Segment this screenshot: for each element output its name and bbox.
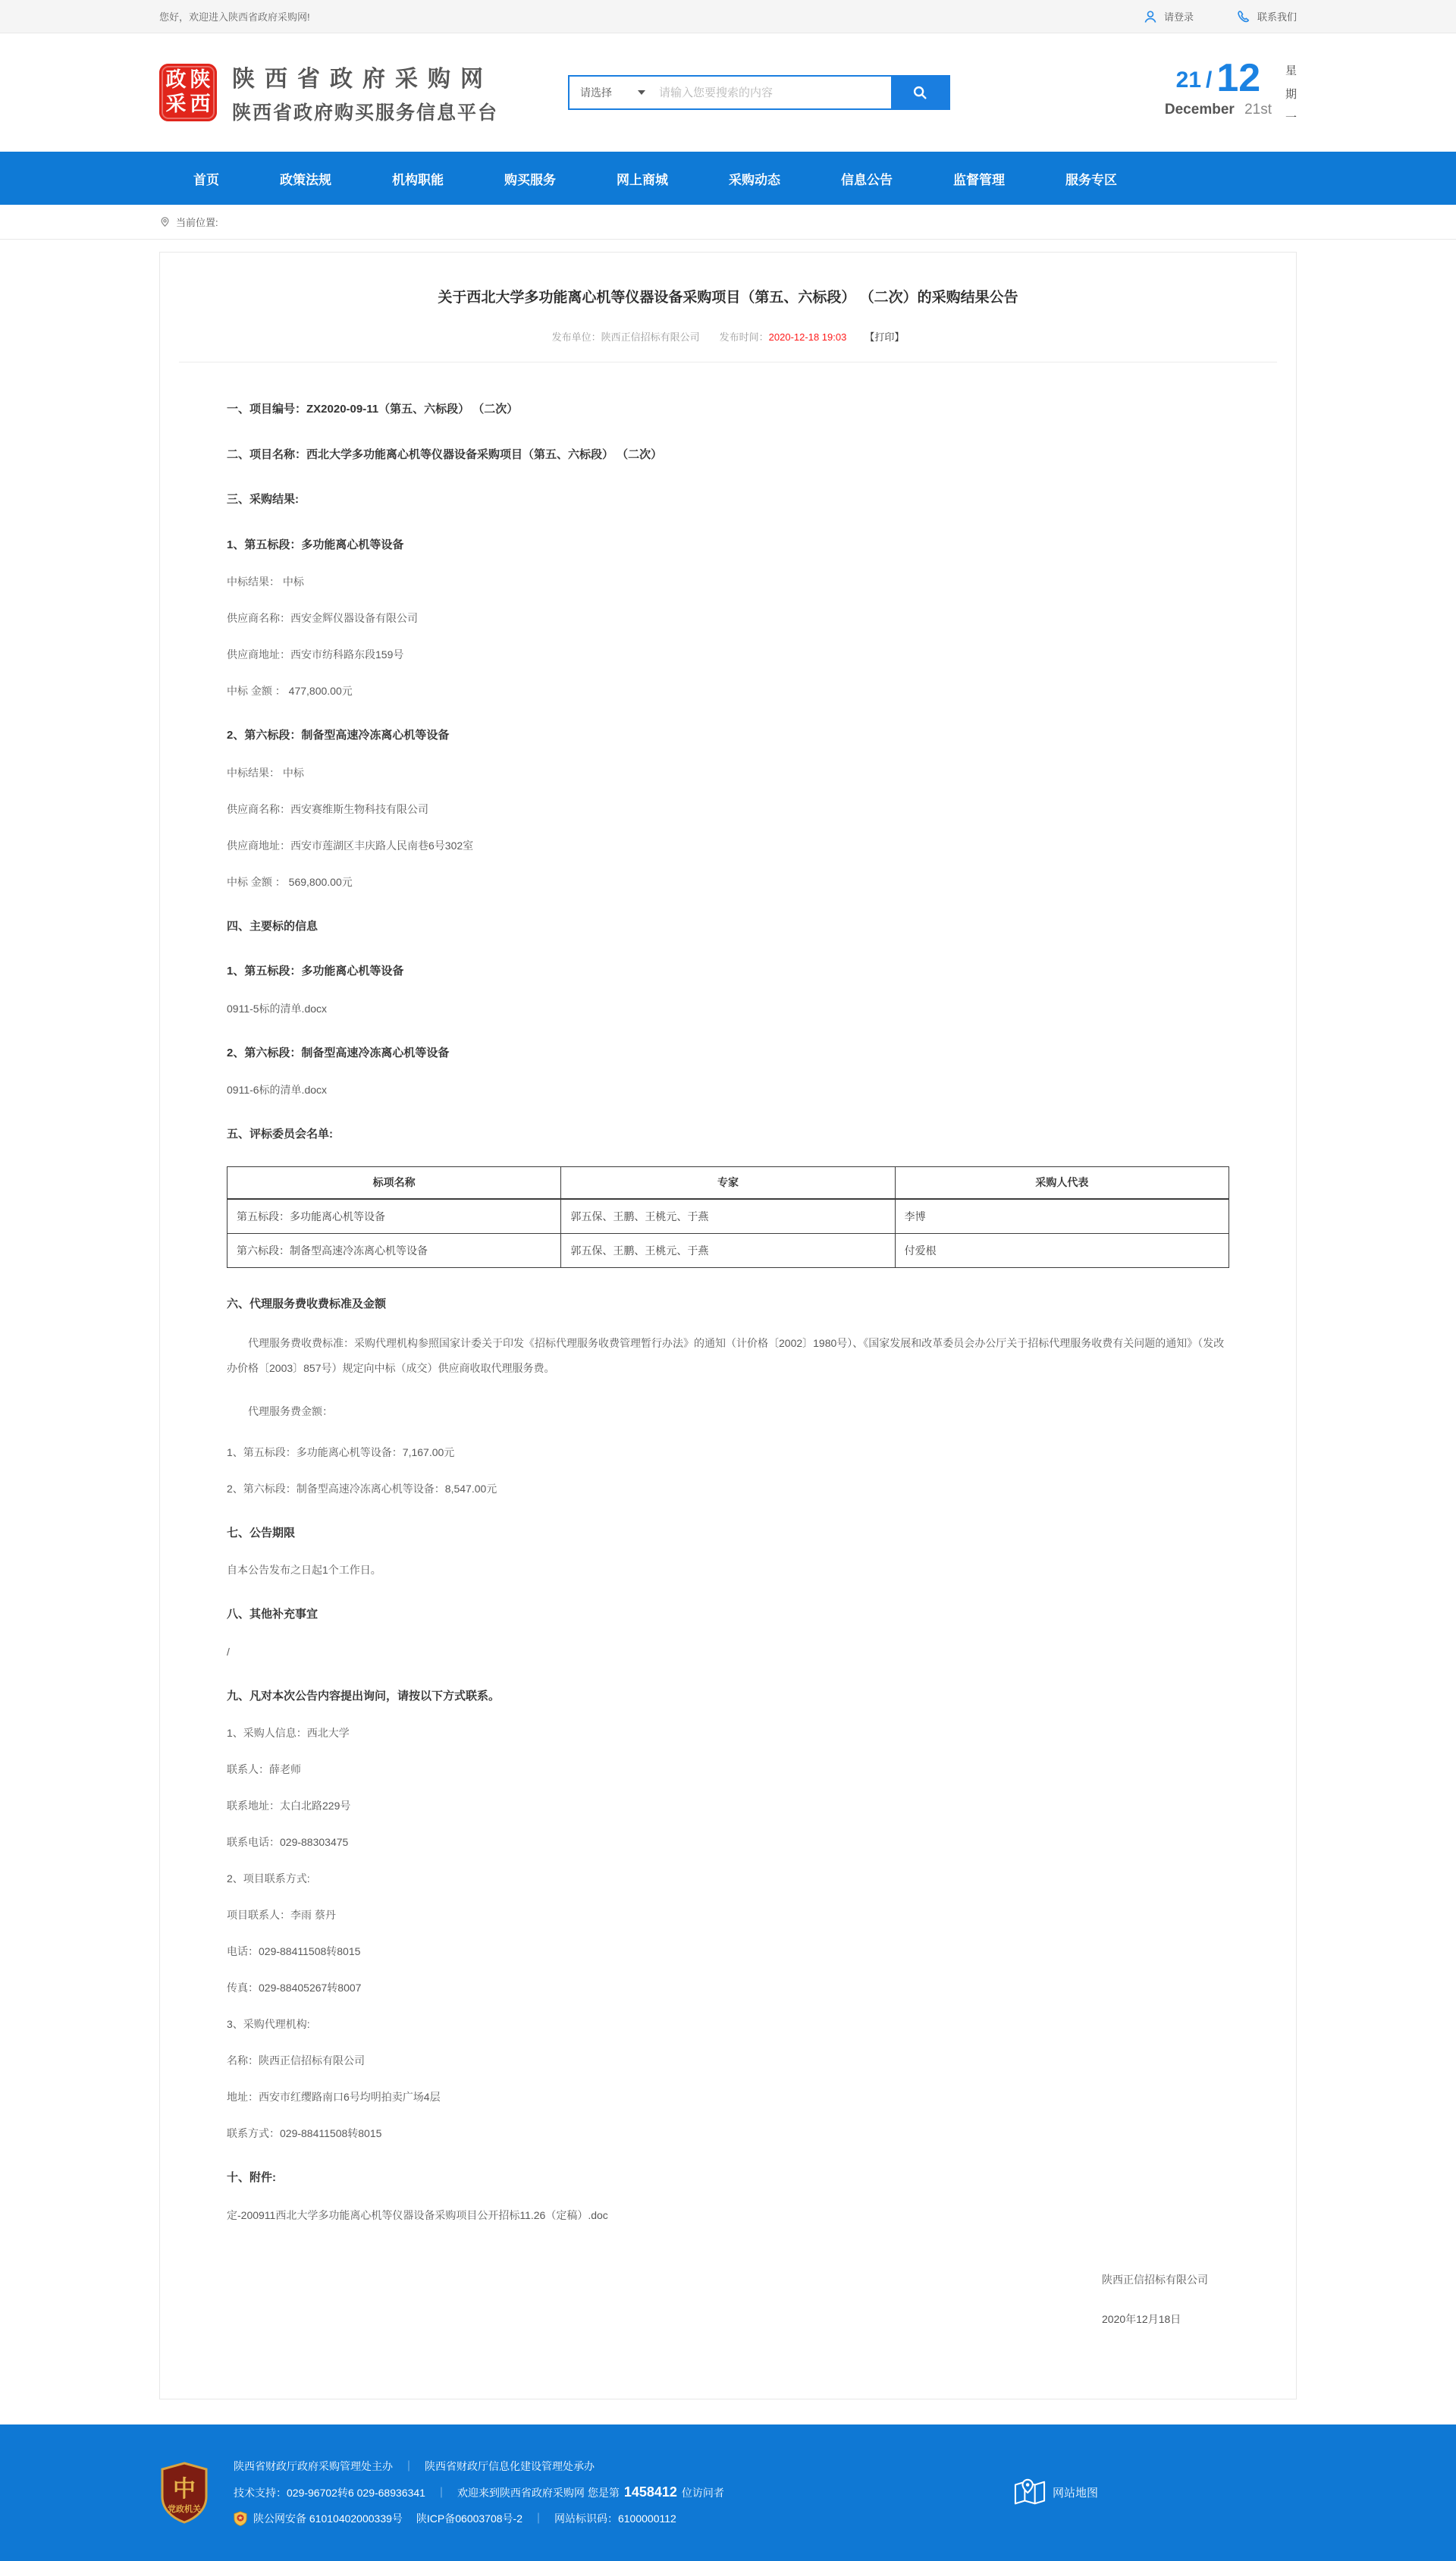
nav-item-service-zone[interactable]: 服务专区: [1065, 172, 1117, 187]
footer: [0, 2424, 1456, 2561]
nav-item-purchase-services[interactable]: 购买服务: [504, 172, 556, 187]
footer-separator: ｜: [403, 2460, 414, 2473]
footer-line-1: [234, 2459, 724, 2474]
section-heading: 九、凡对本次公告内容提出询问，请按以下方式联系。: [227, 1689, 500, 1703]
body-line: 中标 金额 ： 569,800.00元: [227, 875, 353, 888]
cell-lot-name: 第五标段：多功能离心机等设备: [228, 1199, 561, 1233]
body-line: 供应商名称：西安赛维斯生物科技有限公司: [227, 802, 428, 815]
body-line: 中标结果： 中标: [227, 766, 304, 779]
nav-item-functions[interactable]: 机构职能: [392, 172, 444, 187]
table-row: [228, 1233, 1229, 1267]
publisher: 发布单位：陕西正信招标有限公司: [551, 331, 700, 343]
col-header-experts: 专家: [561, 1166, 895, 1199]
article-meta: [160, 329, 1296, 344]
icp-beian[interactable]: 陕ICP备06003708号-2: [416, 2512, 522, 2525]
article-body: [160, 362, 1296, 2327]
body-line: 供应商地址：西安市纺科路东段159号: [227, 648, 404, 661]
contact-label: 联系我们: [1257, 11, 1297, 23]
footer-tech-support: 技术支持：029-96702转6 029-68936341: [234, 2486, 425, 2499]
body-line: 电话：029-88411508转8015: [227, 1945, 361, 1958]
body-line: 联系地址：太白北路229号: [227, 1800, 351, 1812]
table-header-row: [228, 1166, 1229, 1199]
logo-char: 采: [165, 93, 187, 116]
sitemap-label: 网站地图: [1052, 2487, 1098, 2500]
body-line: 中标结果： 中标: [227, 576, 304, 588]
section-heading: 三、采购结果:: [227, 493, 299, 506]
body-line: 1、采购人信息：西北大学: [227, 1727, 350, 1740]
cell-buyer-rep: 李博: [895, 1199, 1228, 1233]
login-label: 请登录: [1163, 11, 1194, 23]
search-box: [568, 75, 950, 110]
search-input[interactable]: [654, 77, 891, 108]
visitor-count: 1458412: [623, 2484, 677, 2500]
section-heading: 五、评标委员会名单:: [227, 1128, 333, 1141]
footer-separator: ｜: [435, 2486, 447, 2499]
police-badge-icon: [234, 2511, 247, 2526]
body-line: 联系人：薛老师: [227, 1763, 301, 1776]
date-month-name: December: [1164, 102, 1235, 118]
attachment-file[interactable]: 定-200911西北大学多功能离心机等仪器设备采购项目公开招标11.26（定稿）.doc: [227, 2208, 608, 2221]
publish-time: 2020-12-18 19:03: [768, 331, 847, 343]
date-month: 12: [1216, 55, 1261, 100]
body-paragraph: 代理服务费收费标准：采购代理机构参照国家计委关于印发《招标代理服务收费管理暂行办法》的通知（计价格〔2002〕1980号）、《国家发展和改革委员会办公厅关于招标代理服务收费有关问题的通知》（发改办价格〔2003〕857号）规定向中标（成交）供应商收取代理服务费。: [227, 1337, 1225, 1374]
footer-line-2: [234, 2484, 724, 2500]
signature-block: [227, 2272, 1229, 2327]
body-line: 传真：029-88405267转8007: [227, 1982, 362, 1995]
committee-table: [227, 1166, 1229, 1268]
site-title: 陕西省政府采购网: [232, 67, 493, 92]
attachment-file[interactable]: 0911-6标的清单.docx: [227, 1084, 328, 1096]
map-icon: [1013, 2478, 1046, 2508]
body-line: 项目联系人：李雨 蔡丹: [227, 1909, 336, 1922]
publish-time-label: 发布时间：: [719, 331, 769, 343]
date-widget: [1164, 55, 1297, 125]
nav-item-home[interactable]: 首页: [193, 172, 219, 187]
body-line: 2、项目联系方式:: [227, 1872, 310, 1885]
date-weekday: [1285, 61, 1297, 125]
article-card: [159, 252, 1297, 2399]
search-icon: [912, 84, 928, 101]
phone-icon: [1236, 9, 1251, 24]
footer-visitors-tail: 位访问者: [681, 2486, 724, 2499]
body-line: 供应商地址：西安市莲湖区丰庆路人民南巷6号302室: [227, 839, 474, 852]
site-subtitle: 陕西省政府购买服务信息平台: [232, 102, 499, 124]
body-line: 地址：西安市红缨路南口6号均明拍卖广场4层: [227, 2091, 441, 2104]
party-government-badge-icon: [159, 2462, 209, 2524]
sitemap-link[interactable]: [1013, 2478, 1098, 2508]
cell-experts: 郭五保、王鹏、王桃元、于燕: [561, 1199, 895, 1233]
signature-date: 2020年12月18日: [1102, 2312, 1181, 2325]
chevron-down-icon: [638, 90, 645, 95]
weekday-char: 一: [1285, 111, 1297, 124]
welcome-text: 您好，欢迎进入陕西省政府采购网!: [159, 11, 310, 23]
search-category-select[interactable]: [570, 77, 654, 108]
search-select-value: 请选择: [580, 86, 613, 99]
body-line: 联系电话：029-88303475: [227, 1836, 349, 1849]
body-line: 1、第五标段：多功能离心机等设备：7,167.00元: [227, 1445, 455, 1458]
footer-welcome: 欢迎来到陕西省政府采购网 您是第: [457, 2486, 620, 2499]
logo-char: 陕: [190, 68, 211, 92]
col-header-buyer-rep: 采购人代表: [895, 1166, 1228, 1199]
section-heading: 二、项目名称：西北大学多功能离心机等仪器设备采购项目（第五、六标段） （二次）: [227, 447, 663, 461]
article-title: 关于西北大学多功能离心机等仪器设备采购项目（第五、六标段） （二次）的采购结果公告: [438, 290, 1018, 306]
date-ordinal: 21st: [1244, 102, 1272, 118]
signature-org: 陕西正信招标有限公司: [1102, 2273, 1208, 2286]
body-line: 3、采购代理机构:: [227, 2018, 310, 2031]
nav-item-supervision[interactable]: 监督管理: [953, 172, 1005, 187]
location-pin-icon: [159, 216, 171, 228]
body-line: 自本公告发布之日起1个工作日。: [227, 1564, 381, 1577]
topbar: [0, 0, 1456, 33]
badge-label: 党政机关: [168, 2504, 201, 2514]
section-heading: 十、附件:: [227, 2171, 276, 2185]
footer-co-organizer: 陕西省财政厅信息化建设管理处承办: [425, 2460, 595, 2473]
date-slash: /: [1206, 67, 1213, 93]
body-line: /: [227, 1645, 230, 1658]
body-line: 2、第六标段：制备型高速冷冻离心机等设备：8,547.00元: [227, 1482, 497, 1495]
cell-buyer-rep: 付爱根: [895, 1233, 1228, 1267]
body-line: 供应商名称：西安金辉仪器设备有限公司: [227, 612, 418, 624]
contact-link[interactable]: [1236, 9, 1297, 24]
gongan-beian[interactable]: 陕公网安备 61010402000339号: [253, 2512, 403, 2525]
cell-experts: 郭五保、王鹏、王桃元、于燕: [561, 1233, 895, 1267]
lot-heading: 1、第五标段：多功能离心机等设备: [227, 538, 404, 551]
table-row: [228, 1199, 1229, 1233]
nav-item-online-mall[interactable]: 网上商城: [617, 172, 668, 187]
section-heading: 八、其他补充事宜: [227, 1608, 318, 1621]
footer-organizer: 陕西省财政厅政府采购管理处主办: [234, 2460, 393, 2473]
section-heading: 六、代理服务费收费标准及金额: [227, 1297, 387, 1310]
logo-char: 政: [165, 68, 187, 92]
nav-item-procurement-news[interactable]: 采购动态: [729, 172, 780, 187]
svg-text:中: 中: [173, 2476, 196, 2502]
weekday-char: 星: [1285, 64, 1297, 77]
main-nav: [0, 152, 1456, 205]
body-line: 联系方式：029-88411508转8015: [227, 2127, 382, 2140]
section-heading: 七、公告期限: [227, 1526, 296, 1539]
site-identifier-code: 网站标识码：6100000112: [554, 2512, 676, 2525]
nav-item-announcements[interactable]: 信息公告: [841, 172, 893, 187]
print-button[interactable]: 【打印】: [864, 331, 905, 343]
site-logo[interactable]: [159, 64, 217, 121]
search-button[interactable]: [891, 77, 949, 108]
breadcrumb: [0, 205, 1456, 240]
body-line: 名称：陕西正信招标有限公司: [227, 2054, 365, 2067]
lot-heading: 2、第六标段：制备型高速冷冻离心机等设备: [227, 1046, 450, 1059]
user-icon: [1143, 9, 1158, 24]
lot-heading: 1、第五标段：多功能离心机等设备: [227, 965, 404, 978]
nav-item-policies[interactable]: 政策法规: [280, 172, 331, 187]
footer-separator: ｜: [532, 2512, 544, 2525]
main-content: [0, 240, 1456, 2424]
lot-heading: 2、第六标段：制备型高速冷冻离心机等设备: [227, 729, 450, 742]
logo-char: 西: [190, 93, 211, 116]
body-paragraph: 代理服务费金额：: [248, 1404, 333, 1417]
login-link[interactable]: [1143, 9, 1194, 24]
footer-line-3: [234, 2511, 724, 2526]
date-day: 21: [1175, 67, 1202, 93]
site-header: [0, 33, 1456, 152]
section-heading: 四、主要标的信息: [227, 919, 318, 933]
weekday-char: 期: [1285, 87, 1297, 101]
col-header-lot-name: 标项名称: [228, 1166, 561, 1199]
breadcrumb-label: 当前位置:: [176, 217, 218, 228]
body-line: 中标 金额 ： 477,800.00元: [227, 685, 353, 697]
attachment-file[interactable]: 0911-5标的清单.docx: [227, 1002, 328, 1015]
cell-lot-name: 第六标段：制备型高速冷冻离心机等设备: [228, 1233, 561, 1267]
section-heading: 一、项目编号：ZX2020-09-11（第五、六标段） （二次）: [227, 403, 519, 416]
